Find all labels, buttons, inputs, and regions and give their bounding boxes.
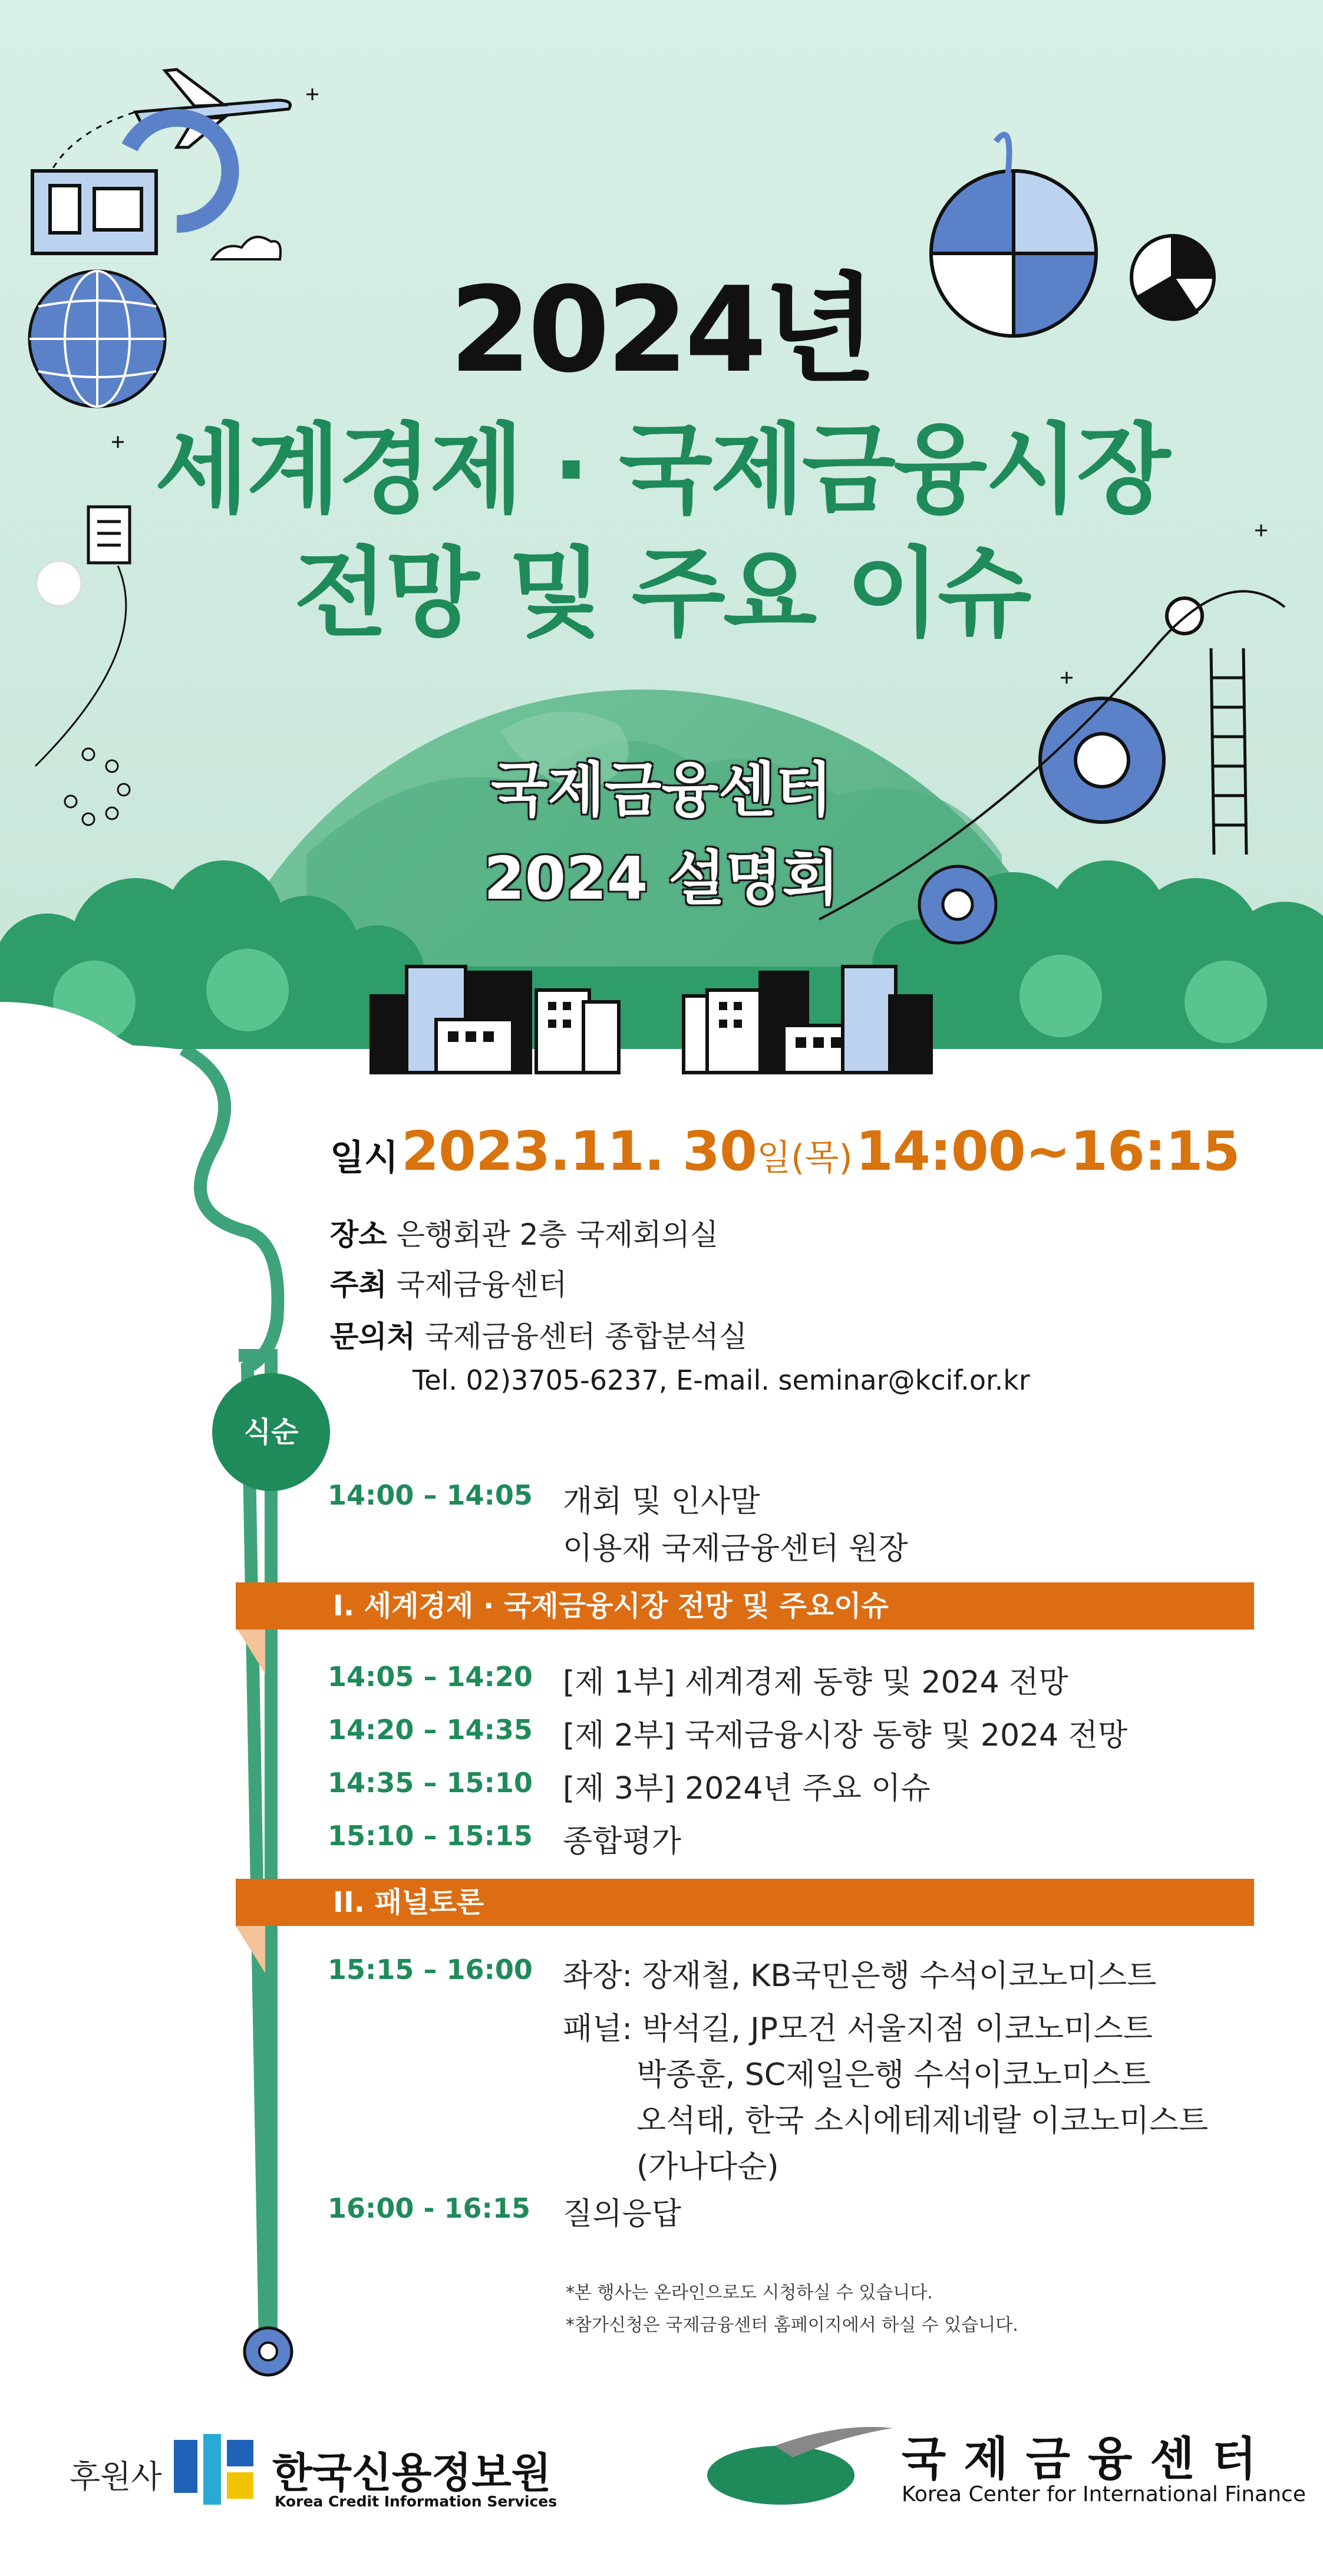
event-date-row [330, 1120, 1240, 1183]
s1-desc-4: 종합평가 [563, 1824, 681, 1859]
note-2: *참가신청은 국제금융센터 홈페이지에서 하실 수 있습니다. [566, 2315, 1018, 2336]
s1-time-1: 14:05 – 14:20 [328, 1661, 533, 1693]
host-value: 국제금융센터 [396, 1268, 568, 1302]
section1-title: I. 세계경제 · 국제금융시장 전망 및 주요이슈 [333, 1589, 889, 1622]
opening-speaker: 이용재 국제금융센터 원장 [563, 1531, 908, 1566]
bar-fold [236, 1627, 271, 1674]
host-label: 주최 [330, 1268, 387, 1302]
kcis-logo [171, 2434, 259, 2511]
order-badge: 식순 [212, 1373, 330, 1491]
s1-time-2: 14:20 – 14:35 [328, 1714, 533, 1746]
kcif-logo [704, 2410, 893, 2511]
venue-label: 장소 [330, 1218, 387, 1252]
s2-time-6: 16:00 - 16:15 [328, 2192, 530, 2224]
title-line-1: 세계경제 · 국제금융시장 [154, 413, 1169, 526]
org-name-ko: 국제금융센터 [902, 2433, 1275, 2486]
s2-desc-4: 오석태, 한국 소시에테제네랄 이코노미스트 [636, 2103, 1209, 2139]
date-label: 일시 [330, 1137, 398, 1179]
sponsor-label: 후원사 [70, 2458, 162, 2495]
contact-label: 문의처 [330, 1320, 415, 1354]
bar-fold-2 [236, 1926, 271, 1973]
hero-illustration [0, 0, 1323, 1090]
subtitle-line-1: 국제금융센터 [490, 756, 833, 824]
s1-desc-1: [제 1부] 세계경제 동향 및 2024 전망 [563, 1665, 1068, 1700]
year-title: 2024년 [449, 262, 874, 399]
s1-time-3: 14:35 – 15:10 [328, 1767, 533, 1799]
subtitle-line-2: 2024 설명회 [484, 844, 839, 913]
org-name-en: Korea Center for International Finance [902, 2482, 1306, 2506]
section2-title: II. 패널토론 [333, 1886, 484, 1919]
title-line-2: 전망 및 주요 이슈 [293, 537, 1030, 650]
venue-row [330, 1211, 718, 1254]
sponsor-name-en: Korea Credit Information Services [275, 2493, 557, 2510]
host-row [330, 1261, 567, 1304]
opening-time: 14:00 – 14:05 [328, 1479, 533, 1511]
s2-time-1: 15:15 – 16:00 [328, 1954, 533, 1985]
note-1: *본 행사는 온라인으로도 시청하실 수 있습니다. [566, 2283, 933, 2303]
venue-value: 은행회관 2층 국제회의실 [396, 1218, 719, 1252]
s2-desc-5: (가나다순) [636, 2149, 779, 2185]
s2-desc-2: 패널: 박석길, JP모건 서울지점 이코노미스트 [563, 2011, 1153, 2047]
s1-desc-2: [제 2부] 국제금융시장 동향 및 2024 전망 [563, 1718, 1128, 1753]
s2-desc-6: 질의응답 [563, 2196, 681, 2232]
s2-desc-1: 좌장: 장재철, KB국민은행 수석이코노미스트 [563, 1958, 1157, 1994]
time-value: 14:00~16:15 [855, 1120, 1240, 1183]
contact-value: 국제금융센터 종합분석실 [424, 1320, 748, 1354]
s1-desc-3: [제 3부] 2024년 주요 이슈 [563, 1771, 931, 1806]
opening-desc: 개회 및 인사말 [563, 1484, 760, 1519]
s1-time-4: 15:10 – 15:15 [328, 1820, 533, 1852]
contact-row [330, 1313, 747, 1355]
date-value: 2023.11. 30 [401, 1120, 757, 1183]
contact-detail: Tel. 02)3705-6237, E-mail. seminar@kcif.or.kr [413, 1364, 1030, 1396]
date-day: 일(목) [757, 1137, 853, 1179]
sponsor-name-ko: 한국신용정보원 [272, 2449, 552, 2497]
s2-desc-3: 박종훈, SC제일은행 수석이코노미스트 [636, 2057, 1151, 2093]
section2-bar [236, 1879, 1254, 1926]
section1-bar [236, 1582, 1254, 1630]
